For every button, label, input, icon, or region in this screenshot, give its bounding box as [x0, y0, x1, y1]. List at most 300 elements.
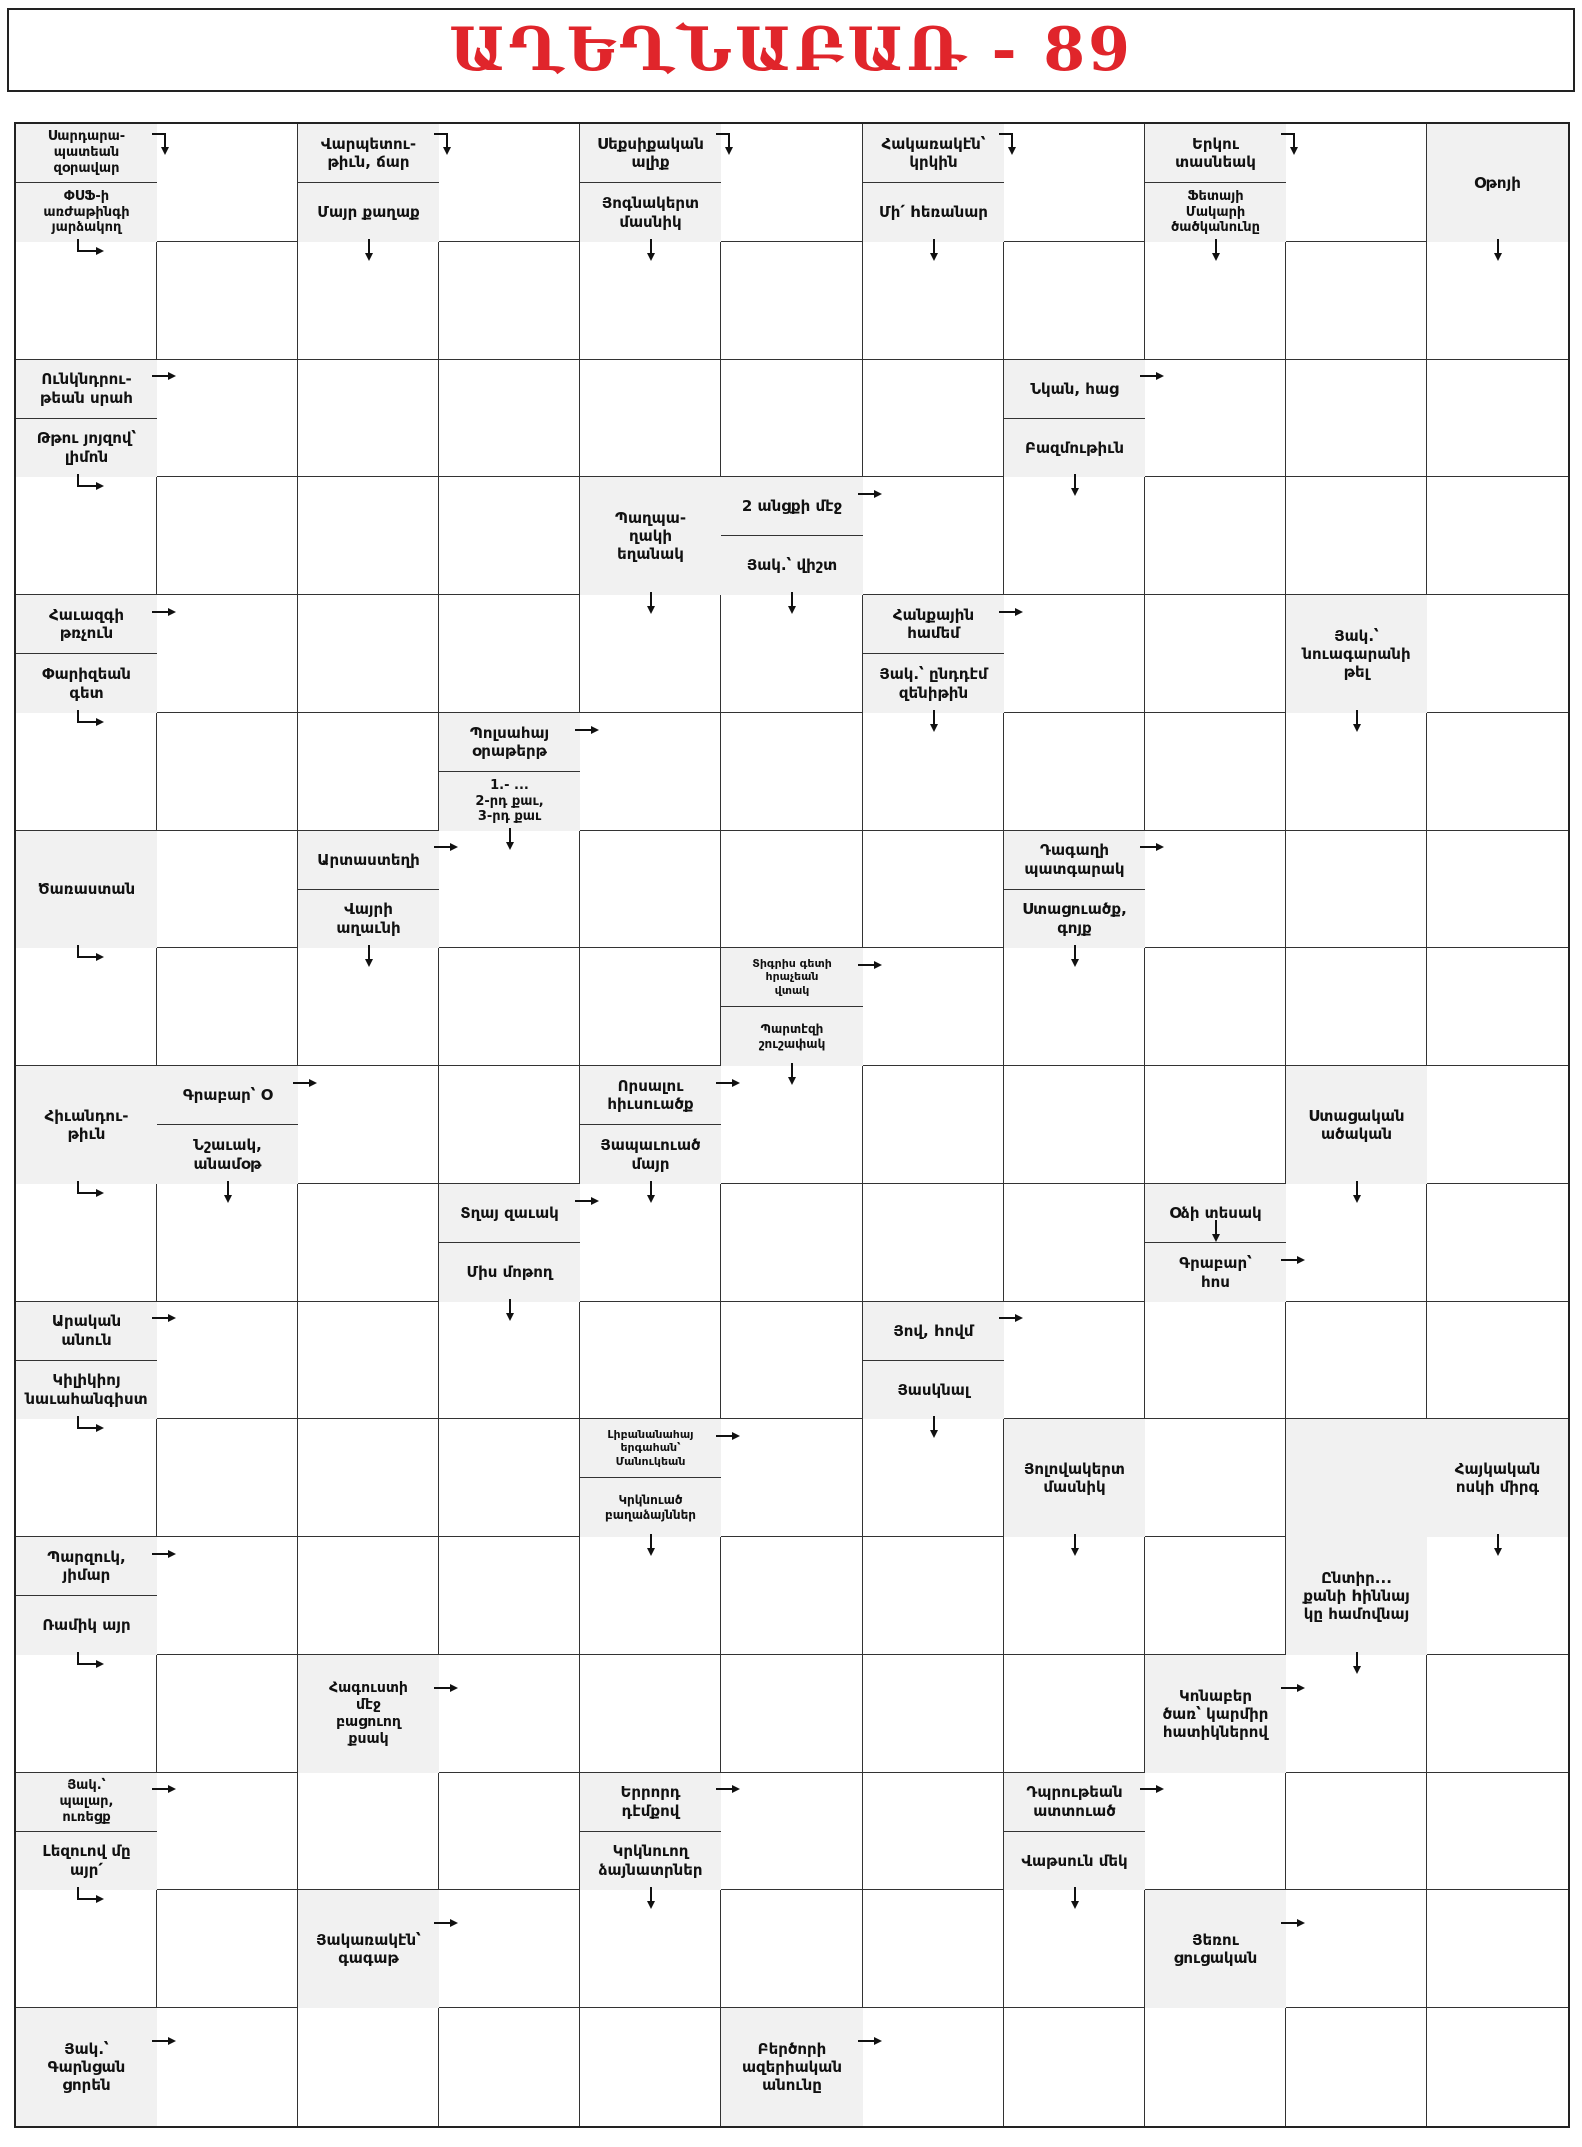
- clue-text: Յակ.՝ պալար, ուռեցք: [59, 1777, 114, 1825]
- clue-cell: [721, 948, 863, 1066]
- clue-text: Կրկնուող ձայնատրներ: [598, 1842, 703, 1879]
- clue-cell: [580, 477, 721, 595]
- answer-cell[interactable]: [1427, 1302, 1568, 1419]
- clue-text: Կիլիկիոյ նաւահանգիստ: [25, 1371, 148, 1408]
- clue-arrow-icon: [1351, 709, 1363, 733]
- clue-box: [863, 124, 1004, 183]
- clue-arrow-icon: [715, 130, 739, 156]
- clue-text: Ստացական ածական: [1308, 1106, 1405, 1143]
- clue-cell: [1004, 360, 1145, 477]
- answer-cell[interactable]: [1004, 1066, 1145, 1184]
- clue-text: Գրաբար՝ Օ: [182, 1085, 273, 1104]
- clue-cell: [1286, 595, 1427, 713]
- clue-text: Յակառակէն՝ գագաթ: [316, 1930, 421, 1967]
- answer-cell[interactable]: [439, 1066, 580, 1184]
- clue-cell: [1004, 1773, 1145, 1890]
- clue-text: Արական անուն: [51, 1312, 122, 1349]
- clue-box: [863, 1361, 1004, 1420]
- answer-cell[interactable]: [1427, 948, 1568, 1066]
- answer-cell[interactable]: [1145, 1066, 1286, 1184]
- clue-cell: [16, 2008, 157, 2126]
- clue-text: Յակ.՝ վիշտ: [746, 556, 838, 575]
- answer-cell[interactable]: [157, 2008, 298, 2126]
- clue-box: [16, 831, 157, 948]
- answer-cell[interactable]: [439, 1537, 580, 1655]
- clue-text: Հակառակէն՝ կրկին: [881, 134, 986, 171]
- clue-arrow-icon: [1492, 238, 1504, 262]
- answer-cell[interactable]: [157, 713, 298, 831]
- clue-text: Ունկնդրու- թեան սրահ: [40, 370, 133, 407]
- clue-cell: [721, 2008, 863, 2126]
- clue-box: [1427, 1419, 1568, 1537]
- clue-arrow-icon: [504, 827, 516, 851]
- clue-box: [580, 183, 721, 242]
- answer-cell[interactable]: [1145, 948, 1286, 1066]
- answer-cell[interactable]: [1286, 1302, 1427, 1419]
- clue-box: [16, 1361, 157, 1420]
- clue-cell: [16, 1773, 157, 1890]
- answer-cell[interactable]: [721, 1302, 863, 1419]
- clue-cell: [1286, 1537, 1427, 1655]
- answer-cell[interactable]: [863, 948, 1004, 1066]
- crossword-grid: [14, 122, 1570, 2128]
- answer-cell[interactable]: [721, 1890, 863, 2008]
- clue-cell: [1145, 1890, 1286, 2008]
- clue-text: Միս մոթող: [466, 1263, 553, 1282]
- answer-cell[interactable]: [1145, 477, 1286, 595]
- clue-cell: [1145, 1655, 1286, 1773]
- answer-cell[interactable]: [439, 1890, 580, 2008]
- clue-box: [1004, 1832, 1145, 1891]
- clue-text: Օթոյի: [1474, 173, 1521, 192]
- clue-box: [16, 1832, 157, 1891]
- clue-text: Սարդարա- պատեան զօրավար: [47, 129, 126, 176]
- clue-arrow-icon: [1069, 473, 1081, 497]
- answer-cell[interactable]: [298, 360, 439, 477]
- clue-box: [1145, 1890, 1286, 2008]
- answer-cell[interactable]: [157, 360, 298, 477]
- answer-cell[interactable]: [298, 713, 439, 831]
- clue-box: [1004, 419, 1145, 478]
- answer-cell[interactable]: [157, 1537, 298, 1655]
- answer-cell[interactable]: [863, 1890, 1004, 2008]
- clue-cell: [1145, 1184, 1286, 1302]
- answer-cell[interactable]: [721, 713, 863, 831]
- clue-text: Բազմութիւն: [1025, 438, 1124, 457]
- clue-text: Յոգնակերտ մասնիկ: [601, 194, 700, 231]
- clue-text: Յասկնալ: [897, 1380, 970, 1399]
- answer-cell[interactable]: [439, 360, 580, 477]
- clue-arrow-icon: [75, 709, 105, 731]
- clue-box: [1427, 124, 1568, 242]
- clue-text: Որսալու հիւսուածք: [607, 1076, 694, 1113]
- clue-arrow-icon: [574, 1195, 600, 1207]
- clue-arrow-icon: [504, 1298, 516, 1322]
- clue-cell: [16, 831, 157, 948]
- clue-cell: [16, 1302, 157, 1419]
- clue-box: [1004, 831, 1145, 890]
- answer-cell[interactable]: [721, 242, 863, 360]
- clue-arrow-icon: [151, 1312, 177, 1324]
- answer-cell[interactable]: [1427, 1066, 1568, 1184]
- answer-cell[interactable]: [157, 477, 298, 595]
- answer-cell[interactable]: [721, 360, 863, 477]
- clue-box: [1004, 890, 1145, 949]
- clue-arrow-icon: [645, 1533, 657, 1557]
- clue-arrow-icon: [363, 944, 375, 968]
- clue-text: Լեզուով մը այր՛: [42, 1842, 131, 1879]
- clue-box: [580, 1419, 721, 1478]
- clue-box: [580, 1832, 721, 1891]
- answer-cell[interactable]: [298, 1773, 439, 1890]
- answer-cell[interactable]: [1145, 595, 1286, 713]
- clue-box: [1286, 1419, 1427, 1537]
- clue-cell: [1286, 1066, 1427, 1184]
- clue-arrow-icon: [1210, 238, 1222, 262]
- clue-arrow-icon: [1069, 944, 1081, 968]
- answer-cell[interactable]: [298, 2008, 439, 2126]
- clue-box: [439, 1184, 580, 1243]
- clue-box: [863, 595, 1004, 654]
- clue-box: [16, 1537, 157, 1596]
- clue-cell: [298, 124, 439, 242]
- clue-cell: [16, 1066, 157, 1184]
- clue-cell: [298, 1655, 439, 1773]
- clue-box: [721, 1007, 863, 1066]
- clue-arrow-icon: [363, 238, 375, 262]
- answer-cell[interactable]: [1145, 1302, 1286, 1419]
- clue-text: Տիգրիս գետի հրաչեան վտակ: [752, 956, 832, 997]
- clue-text: Յակ.՝ նուագարանի թել: [1302, 626, 1411, 682]
- answer-cell[interactable]: [157, 831, 298, 948]
- clue-text: Կրկնուած բաղաձայններ: [605, 1492, 696, 1522]
- clue-text: Արտաստեղի: [317, 850, 420, 869]
- answer-cell[interactable]: [439, 595, 580, 713]
- clue-arrow-icon: [151, 606, 177, 618]
- answer-cell[interactable]: [298, 477, 439, 595]
- answer-cell[interactable]: [580, 948, 721, 1066]
- answer-cell[interactable]: [863, 831, 1004, 948]
- clue-arrow-icon: [857, 488, 883, 500]
- answer-cell[interactable]: [1145, 1773, 1286, 1890]
- clue-text: Լիբանանահայ երգահան՝ Մանուկեան: [607, 1427, 694, 1468]
- answer-cell[interactable]: [580, 360, 721, 477]
- clue-arrow-icon: [857, 959, 883, 971]
- clue-text: Հիւանդու- թիւն: [44, 1106, 129, 1143]
- answer-cell[interactable]: [1427, 1184, 1568, 1302]
- answer-cell[interactable]: [157, 1655, 298, 1773]
- clue-box: [1145, 1243, 1286, 1302]
- answer-cell[interactable]: [157, 124, 298, 242]
- clue-arrow-icon: [1139, 1783, 1165, 1795]
- answer-cell[interactable]: [157, 948, 298, 1066]
- answer-cell[interactable]: [1427, 1655, 1568, 1773]
- clue-box: [16, 595, 157, 654]
- answer-cell[interactable]: [721, 1655, 863, 1773]
- answer-cell[interactable]: [1004, 1655, 1145, 1773]
- clue-text: Գրաբար՝ հոս: [1179, 1254, 1252, 1291]
- answer-cell[interactable]: [863, 2008, 1004, 2126]
- clue-arrow-icon: [75, 238, 105, 260]
- clue-text: Նկան, հաց: [1030, 379, 1119, 398]
- answer-cell[interactable]: [863, 1537, 1004, 1655]
- answer-cell[interactable]: [439, 948, 580, 1066]
- answer-cell[interactable]: [1004, 124, 1145, 242]
- clue-box: [16, 1302, 157, 1361]
- clue-text: Յով, hովմ: [893, 1321, 974, 1340]
- clue-box: [1004, 1419, 1145, 1537]
- clue-box: [16, 1066, 157, 1184]
- clue-arrow-icon: [786, 1062, 798, 1086]
- clue-box: [298, 1655, 439, 1773]
- answer-cell[interactable]: [1145, 831, 1286, 948]
- clue-box: [580, 477, 721, 595]
- answer-cell[interactable]: [580, 2008, 721, 2126]
- clue-text: Յեռու ցուցական: [1173, 1930, 1258, 1967]
- answer-cell[interactable]: [157, 1302, 298, 1419]
- answer-cell[interactable]: [1427, 360, 1568, 477]
- clue-box: [721, 948, 863, 1007]
- answer-cell[interactable]: [1286, 2008, 1427, 2126]
- answer-cell[interactable]: [1004, 2008, 1145, 2126]
- clue-cell: [439, 1184, 580, 1302]
- answer-cell[interactable]: [863, 477, 1004, 595]
- answer-cell[interactable]: [439, 242, 580, 360]
- answer-cell[interactable]: [157, 242, 298, 360]
- answer-cell[interactable]: [439, 477, 580, 595]
- clue-box: [1145, 124, 1286, 183]
- answer-cell[interactable]: [1286, 831, 1427, 948]
- clue-box: [1286, 1066, 1427, 1184]
- clue-arrow-icon: [151, 1548, 177, 1560]
- clue-text: Բերծորի ազերիական անունը: [741, 2039, 843, 2095]
- clue-box: [580, 124, 721, 183]
- answer-cell[interactable]: [439, 2008, 580, 2126]
- answer-cell[interactable]: [863, 1773, 1004, 1890]
- clue-arrow-icon: [928, 709, 940, 733]
- clue-text: Հագուստի մէջ բացուող քսակ: [329, 1679, 408, 1748]
- answer-cell[interactable]: [298, 1419, 439, 1537]
- answer-cell[interactable]: [1286, 242, 1427, 360]
- answer-cell[interactable]: [1145, 2008, 1286, 2126]
- clue-cell: [1427, 124, 1568, 242]
- clue-cell: [298, 1890, 439, 2008]
- clue-text: Պարզուկ, յիմար: [47, 1547, 126, 1584]
- answer-cell[interactable]: [439, 1655, 580, 1773]
- answer-cell[interactable]: [1286, 360, 1427, 477]
- answer-cell[interactable]: [1004, 713, 1145, 831]
- clue-text: ՓՍՖ-ի առժաթինգի յարձակող: [43, 188, 130, 236]
- answer-cell[interactable]: [1427, 595, 1568, 713]
- answer-cell[interactable]: [1286, 948, 1427, 1066]
- clue-text: Յապաւուած մայր: [600, 1136, 701, 1173]
- answer-cell[interactable]: [721, 124, 863, 242]
- clue-box: [439, 772, 580, 831]
- clue-box: [580, 1125, 721, 1184]
- clue-text: Նշաւակ, անամօթ: [193, 1136, 262, 1173]
- clue-box: [439, 713, 580, 772]
- answer-cell[interactable]: [1427, 477, 1568, 595]
- clue-text: Տղայ զաւակ: [460, 1203, 559, 1222]
- clue-cell: [863, 1302, 1004, 1419]
- answer-cell[interactable]: [439, 1419, 580, 1537]
- clue-cell: [16, 124, 157, 242]
- clue-arrow-icon: [928, 1415, 940, 1439]
- clue-arrow-icon: [75, 1180, 105, 1202]
- answer-cell[interactable]: [721, 1537, 863, 1655]
- clue-text: Երրորդ դէմքով: [620, 1783, 681, 1820]
- clue-box: [157, 1066, 298, 1125]
- answer-cell[interactable]: [298, 1184, 439, 1302]
- clue-cell: [16, 360, 157, 477]
- clue-box: [1145, 183, 1286, 242]
- clue-arrow-icon: [715, 1430, 741, 1442]
- answer-cell[interactable]: [1427, 713, 1568, 831]
- clue-box: [157, 1125, 298, 1184]
- clue-box: [16, 654, 157, 713]
- clue-text: Դպրութեան ատտուած: [1026, 1783, 1123, 1820]
- clue-text: Յակ.՝ ընդդէմ զենիթին: [879, 665, 988, 702]
- answer-cell[interactable]: [1004, 242, 1145, 360]
- answer-cell[interactable]: [1004, 1302, 1145, 1419]
- clue-text: 2 անցքի մէջ: [741, 496, 843, 515]
- clue-arrow-icon: [151, 1783, 177, 1795]
- clue-text: Մայր քաղաք: [317, 203, 420, 222]
- clue-arrow-icon: [1139, 841, 1165, 853]
- answer-cell[interactable]: [157, 1419, 298, 1537]
- answer-cell[interactable]: [439, 1773, 580, 1890]
- answer-cell[interactable]: [580, 713, 721, 831]
- answer-cell[interactable]: [1145, 713, 1286, 831]
- answer-cell[interactable]: [298, 595, 439, 713]
- clue-box: [863, 1302, 1004, 1361]
- clue-arrow-icon: [75, 473, 105, 495]
- clue-text: Վաթսուն մեկ: [1021, 1851, 1128, 1870]
- clue-text: Հաւազգի թռչուն: [49, 605, 124, 642]
- clue-arrow-icon: [645, 591, 657, 615]
- clue-box: [16, 1773, 157, 1832]
- answer-cell[interactable]: [580, 831, 721, 948]
- answer-cell[interactable]: [1145, 1537, 1286, 1655]
- answer-cell[interactable]: [580, 1655, 721, 1773]
- clue-arrow-icon: [151, 2035, 177, 2047]
- answer-cell[interactable]: [1427, 1773, 1568, 1890]
- answer-cell[interactable]: [721, 1184, 863, 1302]
- answer-cell[interactable]: [721, 1773, 863, 1890]
- answer-cell[interactable]: [298, 1302, 439, 1419]
- clue-text: Օձի տեսակ: [1169, 1203, 1262, 1222]
- answer-cell[interactable]: [1145, 1419, 1286, 1537]
- clue-text: Կոնաբեր ծառ՝ կարմիր հատիկներով: [1162, 1686, 1269, 1742]
- clue-arrow-icon: [928, 238, 940, 262]
- answer-cell[interactable]: [298, 1066, 439, 1184]
- clue-text: Հայկական ոսկի միրգ: [1454, 1459, 1541, 1496]
- clue-text: Ռամիկ այր: [42, 1616, 131, 1635]
- answer-cell[interactable]: [1145, 360, 1286, 477]
- answer-cell[interactable]: [863, 1066, 1004, 1184]
- clue-box: [16, 183, 157, 242]
- answer-cell[interactable]: [157, 595, 298, 713]
- clue-arrow-icon: [857, 2035, 883, 2047]
- clue-cell: [1004, 831, 1145, 948]
- clue-text: Ստացուածք, գոյք: [1022, 900, 1127, 937]
- clue-arrow-icon: [433, 1682, 459, 1694]
- clue-arrow-icon: [1069, 1533, 1081, 1557]
- clue-cell: [721, 477, 863, 595]
- answer-cell[interactable]: [157, 1890, 298, 2008]
- clue-arrow-icon: [433, 1917, 459, 1929]
- puzzle-title-box: [7, 8, 1575, 92]
- clue-cell: [863, 124, 1004, 242]
- answer-cell[interactable]: [580, 1302, 721, 1419]
- answer-cell[interactable]: [863, 1655, 1004, 1773]
- clue-cell: [16, 1537, 157, 1655]
- answer-cell[interactable]: [863, 1184, 1004, 1302]
- answer-cell[interactable]: [1004, 1184, 1145, 1302]
- clue-text: Վայրի աղաւնի: [336, 900, 401, 937]
- clue-box: [721, 2008, 863, 2126]
- answer-cell[interactable]: [1427, 2008, 1568, 2126]
- answer-cell[interactable]: [157, 1773, 298, 1890]
- clue-text: Պարտէզի շուշափակ: [758, 1021, 826, 1051]
- clue-box: [580, 1066, 721, 1125]
- clue-arrow-icon: [574, 724, 600, 736]
- answer-cell[interactable]: [863, 360, 1004, 477]
- clue-arrow-icon: [433, 841, 459, 853]
- clue-box: [298, 124, 439, 183]
- answer-cell[interactable]: [1427, 1890, 1568, 2008]
- answer-cell[interactable]: [1427, 831, 1568, 948]
- answer-cell[interactable]: [1286, 1773, 1427, 1890]
- clue-text: Մի՛ hեռանար: [879, 203, 988, 222]
- clue-box: [863, 183, 1004, 242]
- clue-text: Սեքսիքական ալիք: [597, 134, 704, 171]
- answer-cell[interactable]: [1286, 477, 1427, 595]
- clue-cell: [1145, 124, 1286, 242]
- clue-box: [16, 2008, 157, 2126]
- clue-text: Ծառաստան: [37, 880, 136, 899]
- answer-cell[interactable]: [439, 124, 580, 242]
- clue-cell: [16, 595, 157, 713]
- clue-cell: [580, 1773, 721, 1890]
- clue-arrow-icon: [1280, 1254, 1306, 1266]
- clue-arrow-icon: [786, 591, 798, 615]
- clue-cell: [157, 1066, 298, 1184]
- answer-cell[interactable]: [1004, 595, 1145, 713]
- clue-arrow-icon: [645, 238, 657, 262]
- answer-cell[interactable]: [1286, 124, 1427, 242]
- clue-arrow-icon: [75, 1886, 105, 1908]
- answer-cell[interactable]: [721, 831, 863, 948]
- clue-cell: [580, 1066, 721, 1184]
- clue-box: [1286, 595, 1427, 713]
- clue-arrow-icon: [1351, 1180, 1363, 1204]
- clue-text: 1.- ... 2-րդ քաւ, 3-րդ քաւ: [475, 777, 544, 825]
- clue-box: [1286, 1537, 1427, 1655]
- answer-cell[interactable]: [1286, 1890, 1427, 2008]
- clue-arrow-icon: [433, 130, 457, 156]
- clue-box: [298, 831, 439, 890]
- clue-arrow-icon: [998, 1312, 1024, 1324]
- clue-box: [580, 1478, 721, 1537]
- clue-box: [298, 1890, 439, 2008]
- clue-box: [298, 890, 439, 949]
- clue-text: Վարպետու- թիւն, ճար: [320, 134, 417, 171]
- answer-cell[interactable]: [298, 1537, 439, 1655]
- answer-cell[interactable]: [721, 1419, 863, 1537]
- clue-arrow-icon: [998, 130, 1022, 156]
- clue-box: [721, 536, 863, 595]
